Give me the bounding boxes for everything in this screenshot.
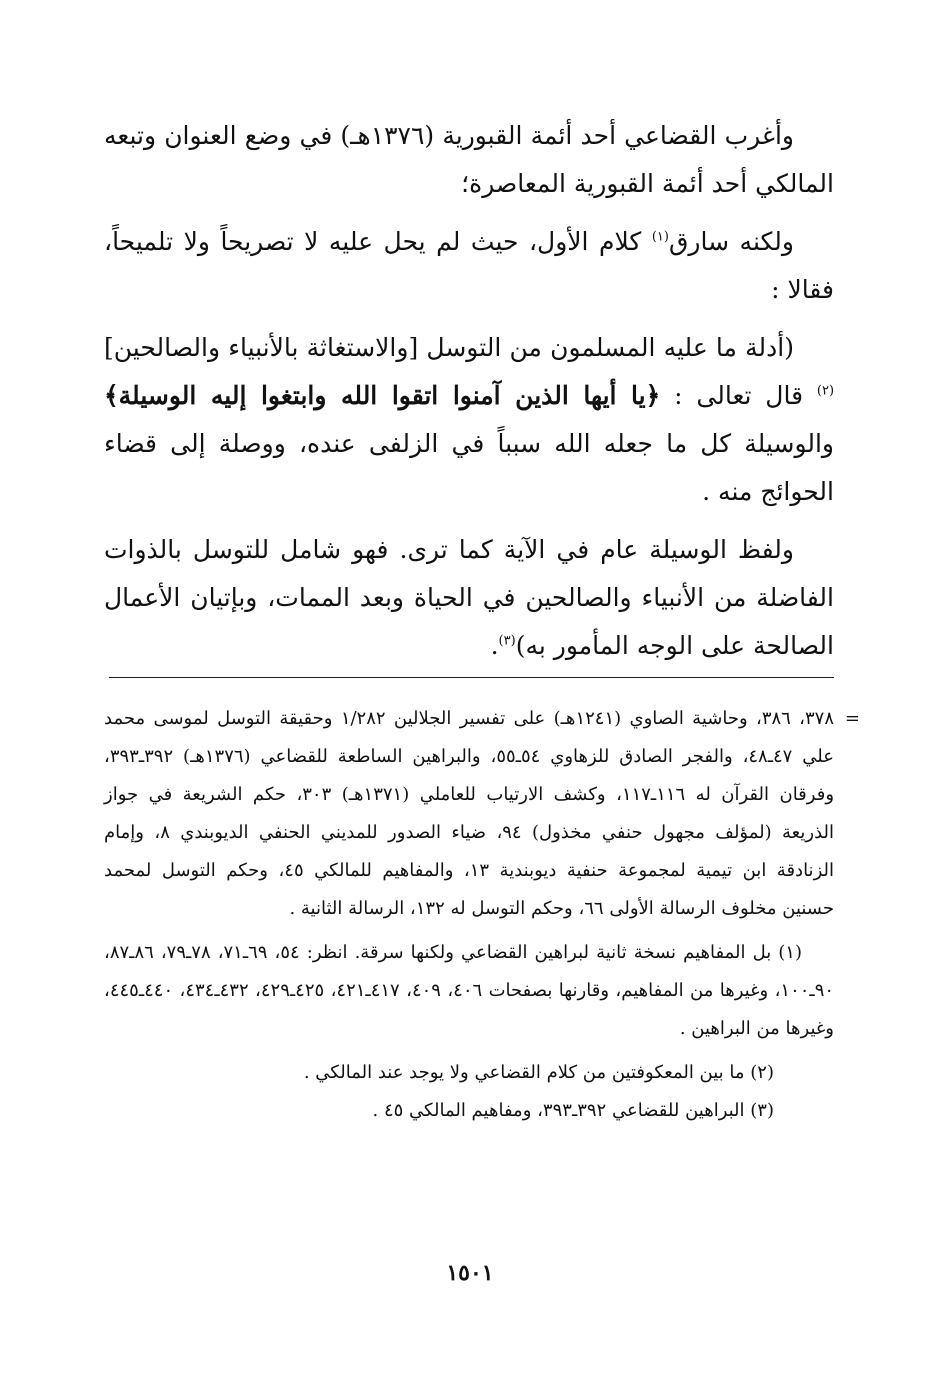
paragraph-3-text-c: والوسيلة كل ما جعله الله سبباً في الزلفى عنده، ووصلة إلى قضاء الحوائج منه . [104, 429, 834, 506]
footnote-ref-2[interactable]: (٢) [816, 383, 835, 399]
paragraph-1 [104, 112, 834, 208]
paragraph-4-end: . [490, 631, 499, 660]
paragraph-3-text-a: (أدلة ما عليه المسلمون من التوسل [والاستغاثة بالأنبياء والصالحين] [104, 333, 794, 362]
footnote-3: (٣) البراهين للقضاعي ٣٩٢ـ٣٩٣، ومفاهيم المالكي ٤٥ . [372, 1100, 774, 1121]
footnotes [104, 700, 834, 1130]
quran-verse: ﴿يا أيها الذين آمنوا اتقوا الله وابتغوا إليه الوسيلة﴾ [104, 381, 661, 410]
main-text [104, 112, 834, 680]
paragraph-1-text: وأغرب القضاعي أحد أئمة القبورية (١٣٧٦هـ) في وضع العنوان وتبعه المالكي أحد أئمة القبورية المعاصرة؛ [104, 121, 834, 198]
footnote-separator [109, 677, 834, 678]
paragraph-4 [104, 526, 834, 670]
paragraph-4-text: ولفظ الوسيلة عام في الآية كما ترى. فهو شامل للتوسل بالذوات الفاضلة من الأنبياء والصالحين في الحياة وبعد الممات، وبإتيان الأعمال الصالحة على الوجه المأمور به) [104, 535, 834, 660]
paragraph-2 [104, 218, 834, 314]
paragraph-3 [104, 324, 834, 516]
page-number: ١٥٠١ [446, 1260, 494, 1286]
footnote-continue-mark: = [844, 708, 860, 729]
footnote-1: (١) بل المفاهيم نسخة ثانية لبراهين القضاعي ولكنها سرقة. انظر: ٥٤، ٦٩ـ٧١، ٧٨ـ٧٩، ٨٦ـ٨٧، ٩٠ـ١٠٠، وغيرها من المفاهيم، وقارنها بصفحات ٤٠٦، ٤٠٩، ٤١٧ـ٤٢١، ٤٢٥ـ٤٢٩، ٤٣٢ـ٤٣٤، ٤٤٠ـ٤٤٥، وغيرها من البراهين . [104, 942, 835, 1039]
footnote-continued: ٣٧٨، ٣٨٦، وحاشية الصاوي (١٢٤١هـ) على تفسير الجلالين ١/٢٨٢ وحقيقة التوسل لموسى محمد علي ٤٧ـ٤٨، والفجر الصادق للزهاوي ٥٤ـ٥٥، والبراهين الساطعة للقضاعي (١٣٧٦هـ) ٣٩٢ـ٣٩٣، وفرقان القرآن له ١١٦ـ١١٧، وكشف الارتياب للعاملي (١٣٧١هـ) ٣٠٣، حكم الشريعة في جواز الذريعة (لمؤلف مجهول حنفي مخذول) ٩٤، ضياء الصدور للمديني الحنفي الديوبندي ٨، وإمام الزنادقة ابن تيمية لمجموعة حنفية ديوبندية ١٣، والمفاهيم للمالكي ٤٥، وحكم التوسل لمحمد حسنين مخلوف الرسالة الأولى ٦٦، وحكم التوسل له ١٣٢، الرسالة الثانية . [104, 708, 835, 919]
paragraph-2-text-a: ولكنه سارق [668, 227, 794, 256]
footnote-ref-1[interactable]: (١) [651, 229, 669, 245]
paragraph-3-text-b: قال تعالى : [674, 381, 804, 410]
footnote-ref-3[interactable]: (٣) [498, 633, 516, 649]
footnote-2: (٢) ما بين المعكوفتين من كلام القضاعي ولا يوجد عند المالكي . [303, 1062, 774, 1083]
paragraph-2-text-b: كلام الأول، حيث لم يحل عليه لا تصريحاً ولا تلميحاً، فقالا : [104, 227, 834, 304]
